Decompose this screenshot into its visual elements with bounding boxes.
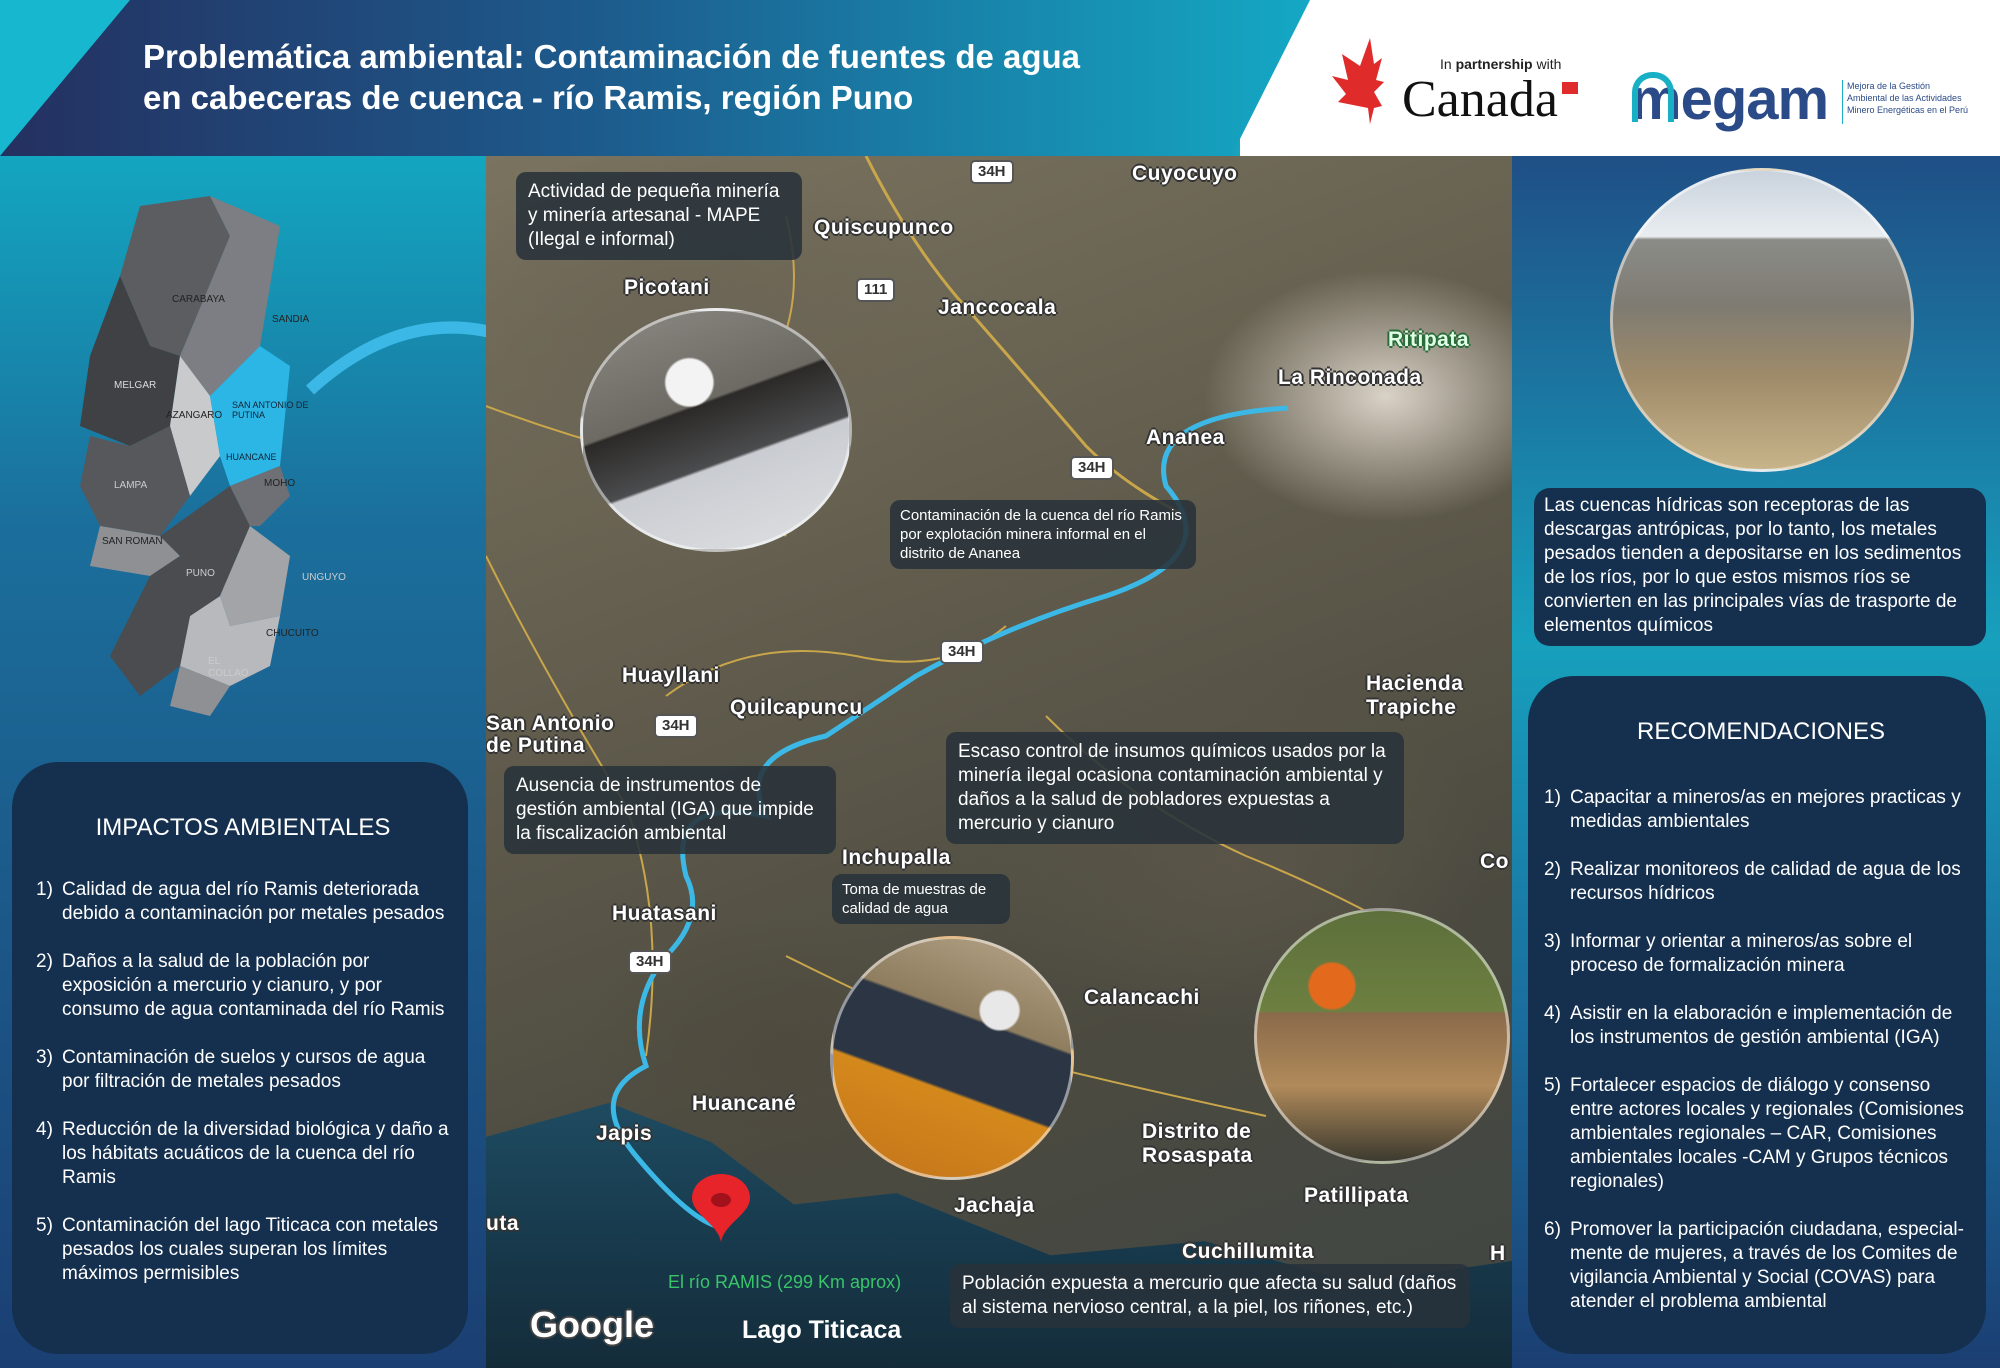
place-label: Calancachi	[1084, 986, 1200, 1009]
recommendations-panel	[1528, 676, 1986, 1354]
place-label: uta	[486, 1212, 519, 1235]
province-label: PUNO	[186, 568, 215, 579]
population-callout: Población expuesta a mercurio que afecta su salud (daños al sistema nervioso central, a la piel, los riñones, etc.)	[950, 1264, 1470, 1328]
province-label: HUANCANE	[226, 452, 277, 462]
miner-photo	[580, 308, 852, 552]
list-item: 2) Realizar monitoreos de calidad de agua de los recursos hídricos	[1544, 859, 1961, 904]
list-item: 6) Promover la participación ciudadana, especial-mente de mujeres, a través de los Comites de vigilancia Ambiental y Social (COVAS) para atender el problema ambiental	[1544, 1219, 1964, 1312]
google-logo: Google	[530, 1304, 654, 1345]
place-label: Huatasani	[612, 902, 717, 925]
road-shield: 34H	[654, 714, 698, 738]
recommendations-title: RECOMENDACIONES	[1636, 718, 1886, 745]
place-label: Co	[1480, 850, 1509, 873]
place-label: Quilcapuncu	[730, 696, 863, 719]
partnership-text: In partnership with	[1440, 56, 1562, 72]
place-label: La Rinconada	[1278, 366, 1422, 389]
water-sampling-photo	[830, 936, 1074, 1180]
province-label: CHUCUITO	[266, 628, 319, 639]
place-label: Huancané	[692, 1092, 797, 1115]
iga-callout: Ausencia de instrumentos de gestión ambiental (IGA) que impide la fiscalización ambiental	[504, 766, 836, 854]
megam-logo-icon	[1632, 72, 1674, 122]
page-title	[143, 36, 1223, 118]
field-team-photo	[1610, 168, 1914, 472]
place-label: H	[1490, 1242, 1506, 1265]
community-photo	[1254, 908, 1510, 1164]
title-line-2: en cabeceras de cuenca - río Ramis, región Puno	[143, 79, 914, 116]
place-label: Japis	[596, 1122, 653, 1145]
place-label: Hacienda	[1366, 672, 1464, 695]
canada-wordmark: Canada	[1402, 71, 1558, 128]
impacts-title: IMPACTOS AMBIENTALES	[95, 814, 391, 841]
location-pin-icon[interactable]	[688, 1174, 754, 1244]
place-label: Inchupalla	[842, 846, 951, 869]
list-item: 4) Reducción de la diversidad biológica y daño a los hábitats acuáticos de la cuenca del río Ramis	[36, 1119, 449, 1188]
river-label: El río RAMIS (299 Km aprox)	[668, 1272, 902, 1292]
impacts-list	[36, 878, 450, 1286]
place-label: Huayllani	[622, 664, 720, 687]
maple-leaf-icon	[1330, 36, 1386, 126]
province-label: AZANGARO	[166, 410, 223, 421]
list-item: 1) Capacitar a mineros/as en mejores practicas y medidas ambientales	[1544, 787, 1961, 832]
place-label: Cuchillumita	[1182, 1240, 1315, 1263]
satellite-map[interactable]	[486, 156, 1512, 1368]
list-item: 1) Calidad de agua del río Ramis deteriorada debido a contaminación por metales pesados	[36, 879, 445, 924]
impacts-panel	[12, 762, 468, 1354]
province-label: CARABAYA	[172, 294, 225, 305]
list-item: 5) Contaminación del lago Titicaca con metales pesados los cuales superan los límites máximos permisibles	[36, 1215, 438, 1284]
place-label: Trapiche	[1366, 696, 1457, 719]
road-shield: 34H	[628, 950, 672, 974]
recommendations-list	[1544, 786, 1978, 1314]
list-item: 2) Daños a la salud de la población por exposición a mercurio y cianuro, y por consumo de agua contaminada del río Ramis	[36, 951, 445, 1020]
title-line-1: Problemática ambiental: Contaminación de fuentes de agua	[143, 38, 1081, 75]
list-item: 4) Asistir en la elaboración e implementación de los instrumentos de gestión ambiental (IGA)	[1544, 1003, 1953, 1048]
canada-flag-icon	[1562, 82, 1578, 94]
road-shield: 111	[856, 278, 895, 302]
basin-callout: Contaminación de la cuenca del río Ramis por explotación minera informal en el distrito de Ananea	[890, 500, 1196, 569]
province-label: LAMPA	[114, 480, 148, 491]
province-label: EL COLLAO	[208, 656, 249, 679]
chemicals-callout: Escaso control de insumos químicos usados por la minería ilegal ocasiona contaminación ambiental y daños a la salud de pobladores expuestas a mercurio y cianuro	[946, 732, 1404, 844]
list-item: 3) Informar y orientar a mineros/as sobre el proceso de formalización minera	[1544, 931, 1913, 976]
road-shield: 34H	[1070, 456, 1114, 480]
province-label: MELGAR	[114, 380, 157, 391]
megam-tagline: Mejora de la Gestión Ambiental de las Actividades Minero Energéticas en el Perú	[1842, 80, 1968, 124]
province-label: SAN ANTONIO DE PUTINA	[232, 400, 309, 420]
province-label: SANDIA	[272, 314, 310, 325]
list-item: 3) Contaminación de suelos y cursos de agua por filtración de metales pesados	[36, 1047, 426, 1092]
megam-wordmark: megam	[1630, 67, 1829, 132]
road-shield: 34H	[940, 640, 984, 664]
place-label: Rosaspata	[1142, 1144, 1253, 1167]
place-label: Janccocala	[938, 296, 1057, 319]
place-label: de Putina	[486, 734, 586, 757]
province-label: UNGUYO	[302, 572, 346, 583]
sampling-callout: Toma de muestras de calidad de agua	[832, 874, 1010, 924]
list-item: 5) Fortalecer espacios de diálogo y consenso entre actores locales y regionales (Comisiones ambientales regionales – CAR, Comisiones ambientales locales -CAM y Grupos técnicos regionales)	[1544, 1075, 1964, 1192]
place-label: San Antonio	[486, 712, 615, 735]
puno-region-map	[80, 196, 346, 716]
place-label: Distrito de	[1142, 1120, 1252, 1143]
info-box: Las cuencas hídricas son receptoras de las descargas antrópicas, por lo tanto, los metales pesados tienden a depositarse en los sedimentos de los ríos, por lo que estos mismos ríos se convierten en las principales vías de trasporte de elementos químicos	[1534, 488, 1986, 646]
place-label: Jachaja	[954, 1194, 1035, 1217]
place-label: Cuyocuyo	[1132, 162, 1238, 185]
place-label: Ananea	[1146, 426, 1225, 449]
place-label: Ritipata	[1388, 328, 1470, 351]
lake-label: Lago Titicaca	[742, 1316, 902, 1344]
place-label: Patillipata	[1304, 1184, 1409, 1207]
place-label: Quiscupunco	[814, 216, 954, 239]
mining-callout: Actividad de pequeña minería y minería artesanal - MAPE (Ilegal e informal)	[516, 172, 802, 260]
province-label: MOHO	[264, 478, 296, 489]
road-shield: 34H	[970, 160, 1014, 184]
place-label: Picotani	[624, 276, 710, 299]
province-label: SAN ROMAN	[102, 536, 163, 547]
